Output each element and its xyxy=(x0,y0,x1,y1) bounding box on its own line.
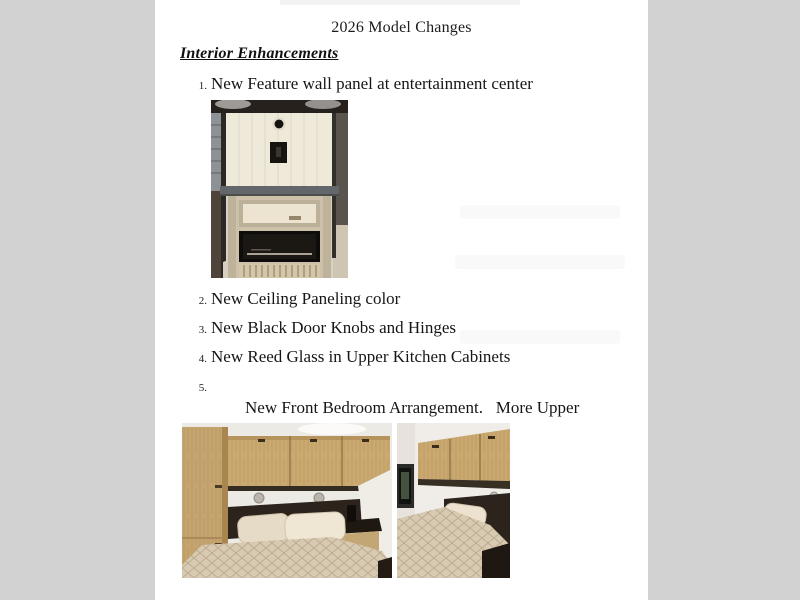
list-item-number: 1. xyxy=(198,80,207,92)
bedroom-illustration xyxy=(182,423,510,578)
list-item-text-line1: New Front Bedroom Arrangement. More Upper xyxy=(245,398,580,417)
list-item-2 xyxy=(190,288,400,310)
entertainment-center-photo xyxy=(211,100,348,278)
scan-ghost xyxy=(460,330,620,344)
scan-ghost xyxy=(460,205,620,219)
list-item-1 xyxy=(190,73,533,95)
cropped-image-remnant xyxy=(280,0,520,5)
list-item-3 xyxy=(190,317,456,339)
page-title: 2026 Model Changes xyxy=(331,19,472,36)
entertainment-center-illustration xyxy=(211,100,348,278)
list-item-number: 5. xyxy=(198,382,207,394)
bedroom-photo-right xyxy=(397,423,510,578)
list-item-text: New Black Door Knobs and Hinges xyxy=(211,318,457,337)
bedroom-photos xyxy=(182,423,510,578)
list-item-4 xyxy=(190,346,510,368)
scan-ghost xyxy=(455,255,625,269)
list-item-text: New Ceiling Paneling color xyxy=(211,289,401,308)
section-heading: Interior Enhancements xyxy=(180,45,339,62)
list-item-number: 2. xyxy=(198,295,207,307)
list-item-number: 3. xyxy=(198,324,207,336)
document-page xyxy=(155,0,648,600)
list-item-text: New Reed Glass in Upper Kitchen Cabinets xyxy=(211,347,511,366)
list-item-number: 4. xyxy=(198,353,207,365)
bedroom-photo-left xyxy=(182,423,392,578)
list-item-text: New Feature wall panel at entertainment center xyxy=(211,74,533,93)
